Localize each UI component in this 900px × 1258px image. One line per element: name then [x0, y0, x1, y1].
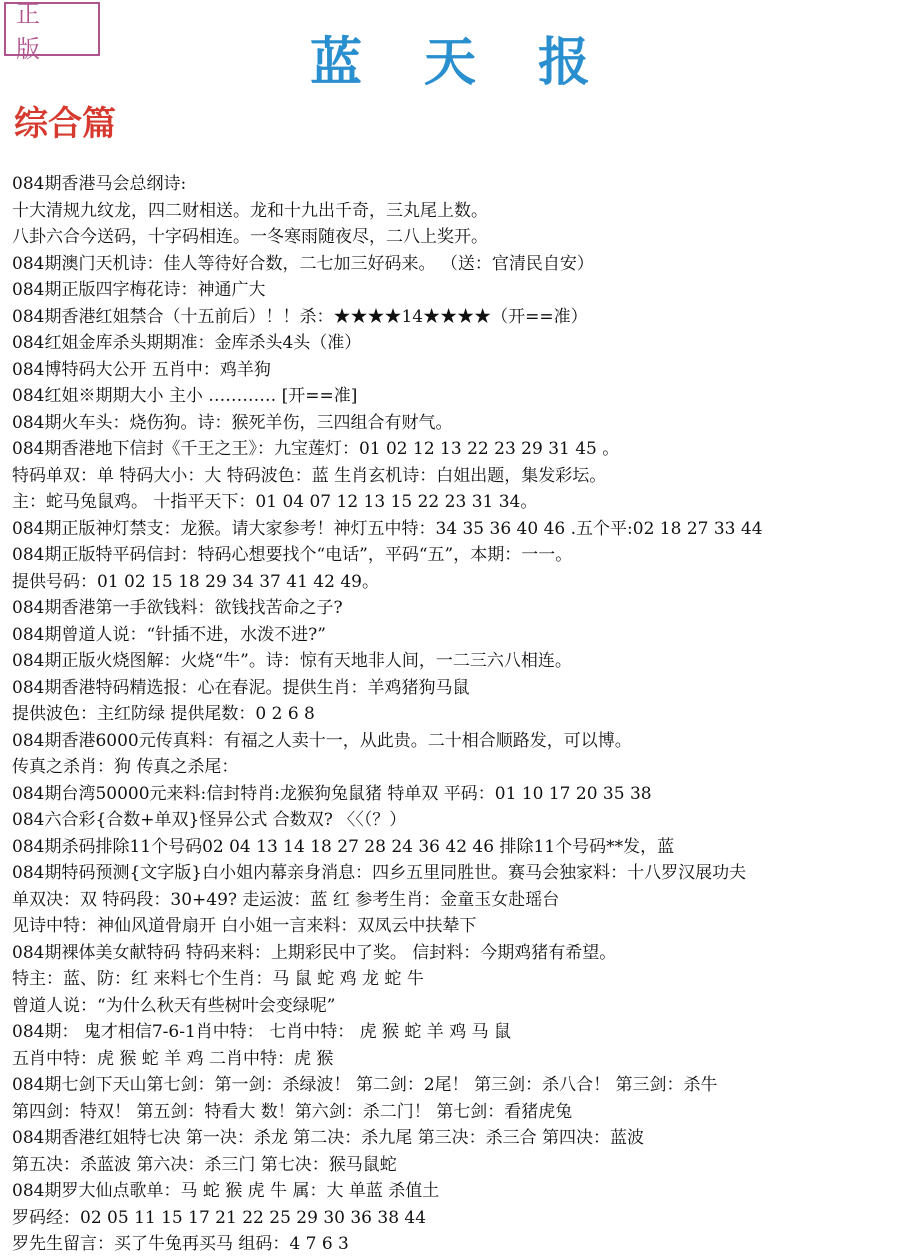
- text-line: 084期香港红姐特七决 第一决：杀龙 第二决：杀九尾 第三决：杀三合 第四决：蓝波: [12, 1128, 645, 1148]
- authentic-edition-badge: 正 版: [4, 2, 100, 56]
- text-line: 罗码经：02 05 11 15 17 21 22 25 29 30 36 38 44: [12, 1207, 427, 1228]
- page-title: 蓝天报: [309, 32, 652, 93]
- text-line: 084期正版火烧图解：火烧“牛”。诗：惊有天地非人间，一二三六八相连。: [12, 651, 572, 671]
- text-line: 084红姐金库杀头期期准：金库杀头4头（准）: [12, 333, 362, 353]
- text-line: 传真之杀肖：狗 传真之杀尾：: [12, 757, 239, 777]
- text-line: 084六合彩{合数+单双}怪异公式 合数双? 〈〈（？）: [12, 810, 407, 830]
- text-line: 084红姐※期期大小 主小 ………… [开==准]: [12, 386, 358, 406]
- text-line: 十大清规九纹龙，四二财相送。龙和十九出千奇，三丸尾上数。: [12, 200, 488, 221]
- text-line: 特码单双：单 特码大小：大 特码波色：蓝 生肖玄机诗：白姐出题，集发彩坛。: [12, 465, 607, 486]
- text-lines: [12, 171, 896, 1258]
- text-line: 五肖中特：虎 猴 蛇 羊 鸡 二肖中特：虎 猴: [12, 1048, 334, 1069]
- text-line: 084博特码大公开 五肖中：鸡羊狗: [12, 359, 271, 380]
- text-line: 084期香港6000元传真料：有福之人卖十一，从此贵。二十相合顺路发，可以博。: [12, 730, 632, 751]
- text-line: 第四剑：特双！ 第五剑：特看大 数！第六剑：杀二门！ 第七剑：看猪虎兔: [12, 1101, 573, 1122]
- text-line: 084期七剑下天山第七剑：第一剑：杀绿波！ 第二剑：2尾！ 第三剑：杀八合！ 第三剑：杀牛: [12, 1075, 718, 1095]
- text-line: 084期澳门天机诗：佳人等待好合数，二七加三好码来。 （送：官清民自安）: [12, 253, 594, 274]
- text-line: 第五决：杀蓝波 第六决：杀三门 第七决：猴马鼠蛇: [12, 1154, 397, 1175]
- text-line: 特主：蓝、防：红 来料七个生肖：马 鼠 蛇 鸡 龙 蛇 牛: [12, 969, 424, 989]
- text-line: 084期裸体美女献特码 特码来料：上期彩民中了奖。 信封料：今期鸡猪有希望。: [12, 942, 617, 963]
- text-line: 084期正版特平码信封：特码心想要找个“电话”，平码“五”，本期：一一。: [12, 545, 573, 565]
- text-line: 084期香港第一手欲钱料：欲钱找苦命之子?: [12, 598, 343, 618]
- text-line: 084期曾道人说：“针插不进，水泼不进?”: [12, 624, 326, 645]
- text-line: 084期火车头：烧伤狗。诗：猴死羊伤，三四组合有财气。: [12, 412, 453, 433]
- text-line: 084期： 鬼才相信7-6-1肖中特： 七肖中特： 虎 猴 蛇 羊 鸡 马 鼠: [12, 1022, 512, 1042]
- text-line: 曾道人说：“为什么秋天有些树叶会变绿呢”: [12, 995, 336, 1016]
- text-line: 见诗中特：神仙风道骨扇开 白小姐一言来料：双凤云中扶辇下: [12, 916, 477, 936]
- text-line: 084期特码预测{文字版}白小姐内幕亲身消息：四乡五里同胜世。赛马会独家料：十八罗汉展功夫: [12, 863, 747, 883]
- section-title: 综合篇: [14, 104, 116, 144]
- text-line: 084期香港特码精选报：心在春泥。提供生肖：羊鸡猪狗马鼠: [12, 677, 470, 698]
- text-line: 084期正版四字梅花诗：神通广大: [12, 280, 266, 300]
- text-line: 单双决：双 特码段：30+49? 走运波：蓝 红 参考生肖：金童玉女赴瑶台: [12, 889, 560, 910]
- text-line: 084期香港地下信封《千王之王》：九宝莲灯：01 02 12 13 22 23 29 31 45 。: [12, 439, 620, 459]
- text-line: 084期香港红姐禁合（十五前后）！！杀：★★★★14★★★★（开==准）: [12, 306, 588, 327]
- text-line: 084期正版神灯禁支：龙猴。请大家参考！神灯五中特：34 35 36 40 46 .五个平:02 18 27 33 44: [12, 518, 763, 539]
- text-line: 提供波色：主红防绿 提供尾数：0 2 6 8: [12, 704, 315, 724]
- text-line: 八卦六合今送码，十字码相连。一冬寒雨随夜尽，二八上奖开。: [12, 227, 488, 247]
- text-line: 084期台湾50000元来料:信封特肖:龙猴狗兔鼠猪 特单双 平码：01 10 17 20 35 38: [12, 783, 652, 804]
- text-line: 罗先生留言：买了牛兔再买马 组码：4 7 6 3: [12, 1234, 349, 1254]
- text-line: 提供号码：01 02 15 18 29 34 37 41 42 49。: [12, 571, 379, 592]
- text-line: 主：蛇马兔鼠鸡。 十指平天下：01 04 07 12 13 15 22 23 31 34。: [12, 492, 538, 512]
- text-line: 084期杀码排除11个号码02 04 13 14 18 27 28 24 36 42 46 排除11个号码**发，蓝: [12, 836, 675, 857]
- text-line: 084期罗大仙点歌单：马 蛇 猴 虎 牛 属：大 单蓝 杀值土: [12, 1181, 440, 1201]
- text-line: 084期香港马会总纲诗:: [12, 174, 187, 194]
